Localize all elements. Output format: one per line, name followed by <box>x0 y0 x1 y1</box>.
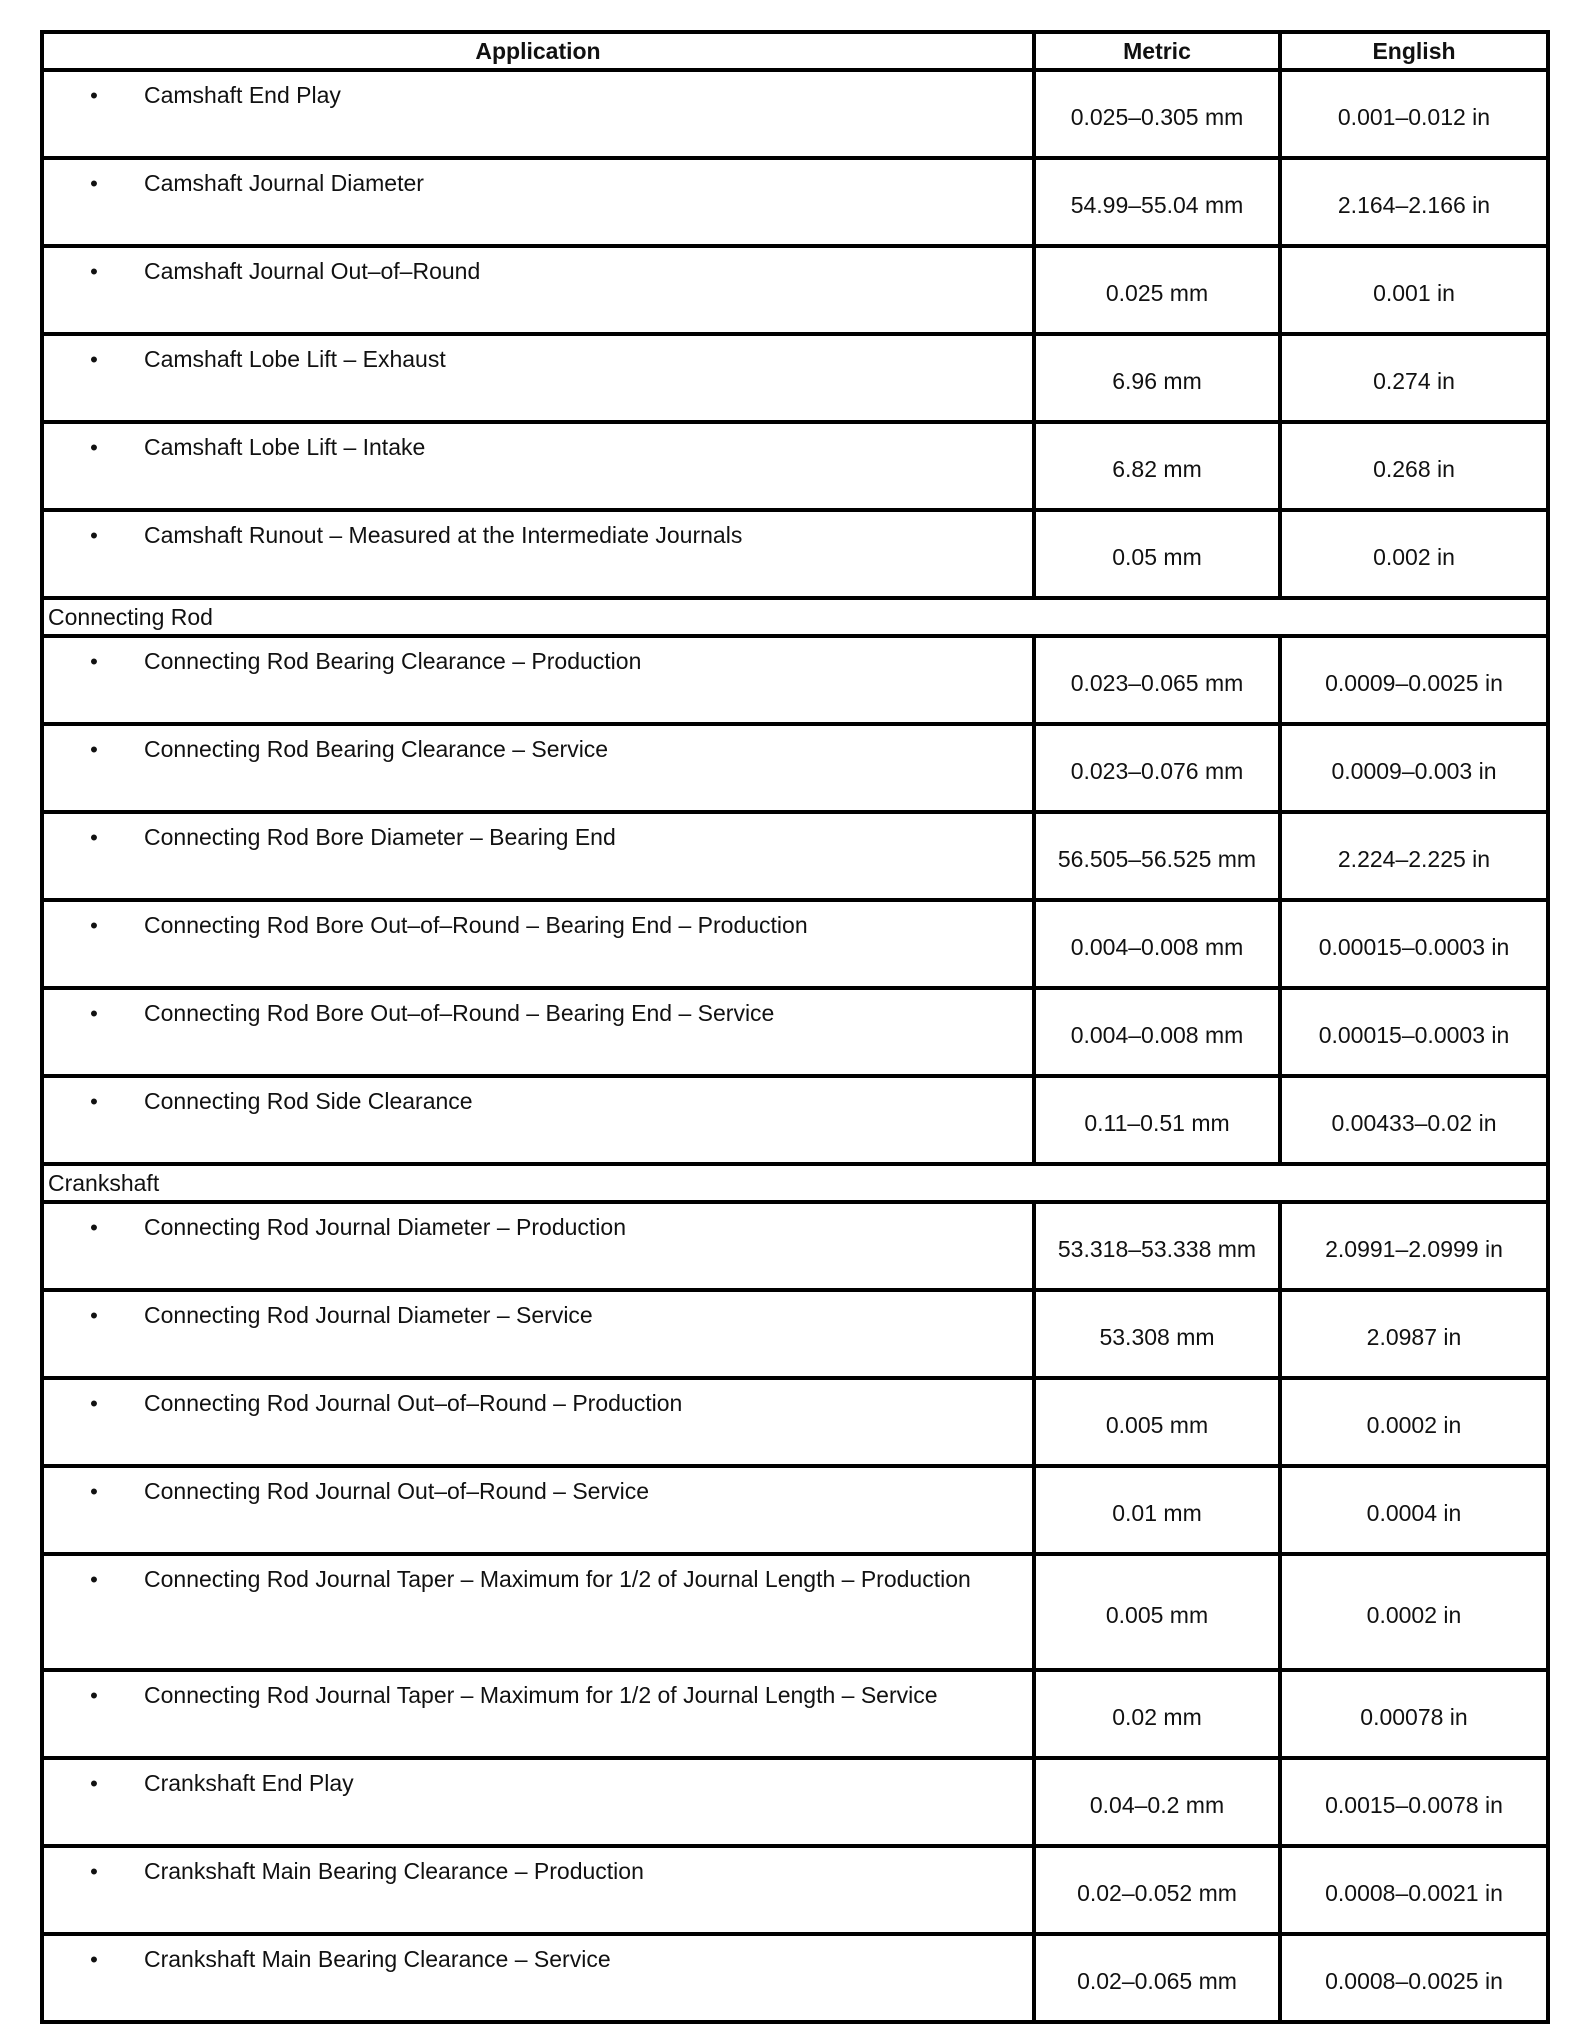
bullet-icon: • <box>90 1001 98 1026</box>
application-text: Connecting Rod Journal Diameter – Production <box>144 1214 626 1240</box>
application-text: Crankshaft Main Bearing Clearance – Production <box>144 1858 644 1884</box>
bullet-icon: • <box>90 1947 98 1972</box>
application-cell <box>42 1202 1034 1290</box>
application-text: Connecting Rod Journal Out–of–Round – Production <box>144 1390 683 1416</box>
application-item <box>44 1760 1032 1798</box>
header-metric: Metric <box>1034 32 1280 70</box>
application-item <box>44 638 1032 676</box>
bullet-icon: • <box>90 259 98 284</box>
english-value: 0.001 in <box>1280 246 1548 334</box>
section-row <box>42 1164 1548 1202</box>
bullet-icon: • <box>90 1391 98 1416</box>
application-cell <box>42 724 1034 812</box>
bullet-icon: • <box>90 1683 98 1708</box>
application-cell <box>42 1076 1034 1164</box>
metric-value: 0.01 mm <box>1034 1466 1280 1554</box>
table-row <box>42 422 1548 510</box>
header-application: Application <box>42 32 1034 70</box>
application-item <box>44 512 1032 550</box>
application-item <box>44 902 1032 940</box>
bullet-icon: • <box>90 83 98 108</box>
section-title: Connecting Rod <box>42 598 1548 636</box>
bullet-icon: • <box>90 523 98 548</box>
english-value: 0.0015–0.0078 in <box>1280 1758 1548 1846</box>
application-text: Connecting Rod Journal Diameter – Service <box>144 1302 593 1328</box>
bullet-icon: • <box>90 171 98 196</box>
metric-value: 6.82 mm <box>1034 422 1280 510</box>
english-value: 0.00078 in <box>1280 1670 1548 1758</box>
english-value: 0.0009–0.0025 in <box>1280 636 1548 724</box>
english-value: 0.0008–0.0021 in <box>1280 1846 1548 1934</box>
application-cell <box>42 1554 1034 1670</box>
metric-value: 0.025 mm <box>1034 246 1280 334</box>
application-text: Crankshaft End Play <box>144 1770 354 1796</box>
application-cell <box>42 812 1034 900</box>
bullet-icon: • <box>90 737 98 762</box>
metric-value: 0.02 mm <box>1034 1670 1280 1758</box>
metric-value: 53.308 mm <box>1034 1290 1280 1378</box>
application-text: Connecting Rod Bearing Clearance – Production <box>144 648 642 674</box>
metric-value: 56.505–56.525 mm <box>1034 812 1280 900</box>
application-text: Camshaft Journal Diameter <box>144 170 424 196</box>
metric-value: 0.11–0.51 mm <box>1034 1076 1280 1164</box>
application-text: Camshaft Lobe Lift – Intake <box>144 434 426 460</box>
table-row <box>42 510 1548 598</box>
bullet-icon: • <box>90 1215 98 1240</box>
metric-value: 54.99–55.04 mm <box>1034 158 1280 246</box>
spec-page <box>40 30 1546 2024</box>
english-value: 0.002 in <box>1280 510 1548 598</box>
table-row <box>42 1466 1548 1554</box>
application-item <box>44 1078 1032 1116</box>
metric-value: 0.02–0.065 mm <box>1034 1934 1280 2022</box>
table-header-row <box>42 32 1548 70</box>
table-row <box>42 1076 1548 1164</box>
application-item <box>44 1380 1032 1418</box>
application-item <box>44 990 1032 1028</box>
application-item <box>44 1556 1032 1594</box>
application-cell <box>42 1290 1034 1378</box>
application-cell <box>42 246 1034 334</box>
application-cell <box>42 1934 1034 2022</box>
metric-value: 0.005 mm <box>1034 1378 1280 1466</box>
metric-value: 0.023–0.065 mm <box>1034 636 1280 724</box>
application-text: Camshaft Runout – Measured at the Intermediate Journals <box>144 522 743 548</box>
english-value: 0.001–0.012 in <box>1280 70 1548 158</box>
english-value: 0.0009–0.003 in <box>1280 724 1548 812</box>
application-item <box>44 1936 1032 1974</box>
metric-value: 0.04–0.2 mm <box>1034 1758 1280 1846</box>
bullet-icon: • <box>90 347 98 372</box>
application-item <box>44 814 1032 852</box>
table-body <box>42 70 1548 2022</box>
metric-value: 0.05 mm <box>1034 510 1280 598</box>
metric-value: 0.025–0.305 mm <box>1034 70 1280 158</box>
application-item <box>44 1672 1032 1710</box>
metric-value: 0.004–0.008 mm <box>1034 988 1280 1076</box>
application-cell <box>42 510 1034 598</box>
application-cell <box>42 1378 1034 1466</box>
application-cell <box>42 158 1034 246</box>
application-cell <box>42 988 1034 1076</box>
english-value: 0.00433–0.02 in <box>1280 1076 1548 1164</box>
metric-value: 0.004–0.008 mm <box>1034 900 1280 988</box>
application-text: Connecting Rod Journal Out–of–Round – Service <box>144 1478 650 1504</box>
application-text: Camshaft Lobe Lift – Exhaust <box>144 346 446 372</box>
application-text: Connecting Rod Bore Out–of–Round – Bearing End – Service <box>144 1000 775 1026</box>
application-text: Connecting Rod Side Clearance <box>144 1088 473 1114</box>
metric-value: 53.318–53.338 mm <box>1034 1202 1280 1290</box>
table-row <box>42 636 1548 724</box>
application-text: Camshaft Journal Out–of–Round <box>144 258 481 284</box>
table-row <box>42 812 1548 900</box>
application-cell <box>42 900 1034 988</box>
metric-value: 0.005 mm <box>1034 1554 1280 1670</box>
table-row <box>42 1554 1548 1670</box>
bullet-icon: • <box>90 1303 98 1328</box>
bullet-icon: • <box>90 1089 98 1114</box>
bullet-icon: • <box>90 1567 98 1592</box>
application-text: Camshaft End Play <box>144 82 341 108</box>
english-value: 0.268 in <box>1280 422 1548 510</box>
english-value: 0.00015–0.0003 in <box>1280 900 1548 988</box>
application-cell <box>42 70 1034 158</box>
application-item <box>44 726 1032 764</box>
table-row <box>42 988 1548 1076</box>
bullet-icon: • <box>90 825 98 850</box>
table-row <box>42 70 1548 158</box>
application-cell <box>42 636 1034 724</box>
application-cell <box>42 1466 1034 1554</box>
application-item <box>44 160 1032 198</box>
table-row <box>42 1934 1548 2022</box>
application-item <box>44 1468 1032 1506</box>
application-cell <box>42 422 1034 510</box>
application-cell <box>42 1758 1034 1846</box>
section-row <box>42 598 1548 636</box>
application-text: Connecting Rod Bore Out–of–Round – Bearing End – Production <box>144 912 808 938</box>
table-row <box>42 1670 1548 1758</box>
table-row <box>42 1846 1548 1934</box>
header-english: English <box>1280 32 1548 70</box>
section-title: Crankshaft <box>42 1164 1548 1202</box>
english-value: 2.0991–2.0999 in <box>1280 1202 1548 1290</box>
bullet-icon: • <box>90 1479 98 1504</box>
table-row <box>42 1378 1548 1466</box>
application-item <box>44 72 1032 110</box>
metric-value: 0.02–0.052 mm <box>1034 1846 1280 1934</box>
application-text: Connecting Rod Journal Taper – Maximum for 1/2 of Journal Length – Production <box>144 1566 971 1592</box>
bullet-icon: • <box>90 1771 98 1796</box>
english-value: 0.0002 in <box>1280 1554 1548 1670</box>
application-cell <box>42 1670 1034 1758</box>
table-row <box>42 1202 1548 1290</box>
metric-value: 0.023–0.076 mm <box>1034 724 1280 812</box>
english-value: 0.274 in <box>1280 334 1548 422</box>
table-row <box>42 246 1548 334</box>
application-text: Connecting Rod Bearing Clearance – Service <box>144 736 609 762</box>
table-row <box>42 1758 1548 1846</box>
table-row <box>42 900 1548 988</box>
application-cell <box>42 1846 1034 1934</box>
english-value: 0.00015–0.0003 in <box>1280 988 1548 1076</box>
application-cell <box>42 334 1034 422</box>
english-value: 0.0002 in <box>1280 1378 1548 1466</box>
application-text: Crankshaft Main Bearing Clearance – Service <box>144 1946 611 1972</box>
table-row <box>42 724 1548 812</box>
specifications-table <box>40 30 1550 2024</box>
english-value: 2.0987 in <box>1280 1290 1548 1378</box>
english-value: 0.0008–0.0025 in <box>1280 1934 1548 2022</box>
bullet-icon: • <box>90 1859 98 1884</box>
english-value: 0.0004 in <box>1280 1466 1548 1554</box>
table-row <box>42 1290 1548 1378</box>
application-item <box>44 1292 1032 1330</box>
english-value: 2.224–2.225 in <box>1280 812 1548 900</box>
english-value: 2.164–2.166 in <box>1280 158 1548 246</box>
bullet-icon: • <box>90 913 98 938</box>
application-item <box>44 336 1032 374</box>
application-item <box>44 424 1032 462</box>
application-item <box>44 1204 1032 1242</box>
application-item <box>44 248 1032 286</box>
bullet-icon: • <box>90 649 98 674</box>
application-text: Connecting Rod Journal Taper – Maximum for 1/2 of Journal Length – Service <box>144 1682 938 1708</box>
table-row <box>42 334 1548 422</box>
application-item <box>44 1848 1032 1886</box>
table-row <box>42 158 1548 246</box>
application-text: Connecting Rod Bore Diameter – Bearing End <box>144 824 616 850</box>
bullet-icon: • <box>90 435 98 460</box>
metric-value: 6.96 mm <box>1034 334 1280 422</box>
